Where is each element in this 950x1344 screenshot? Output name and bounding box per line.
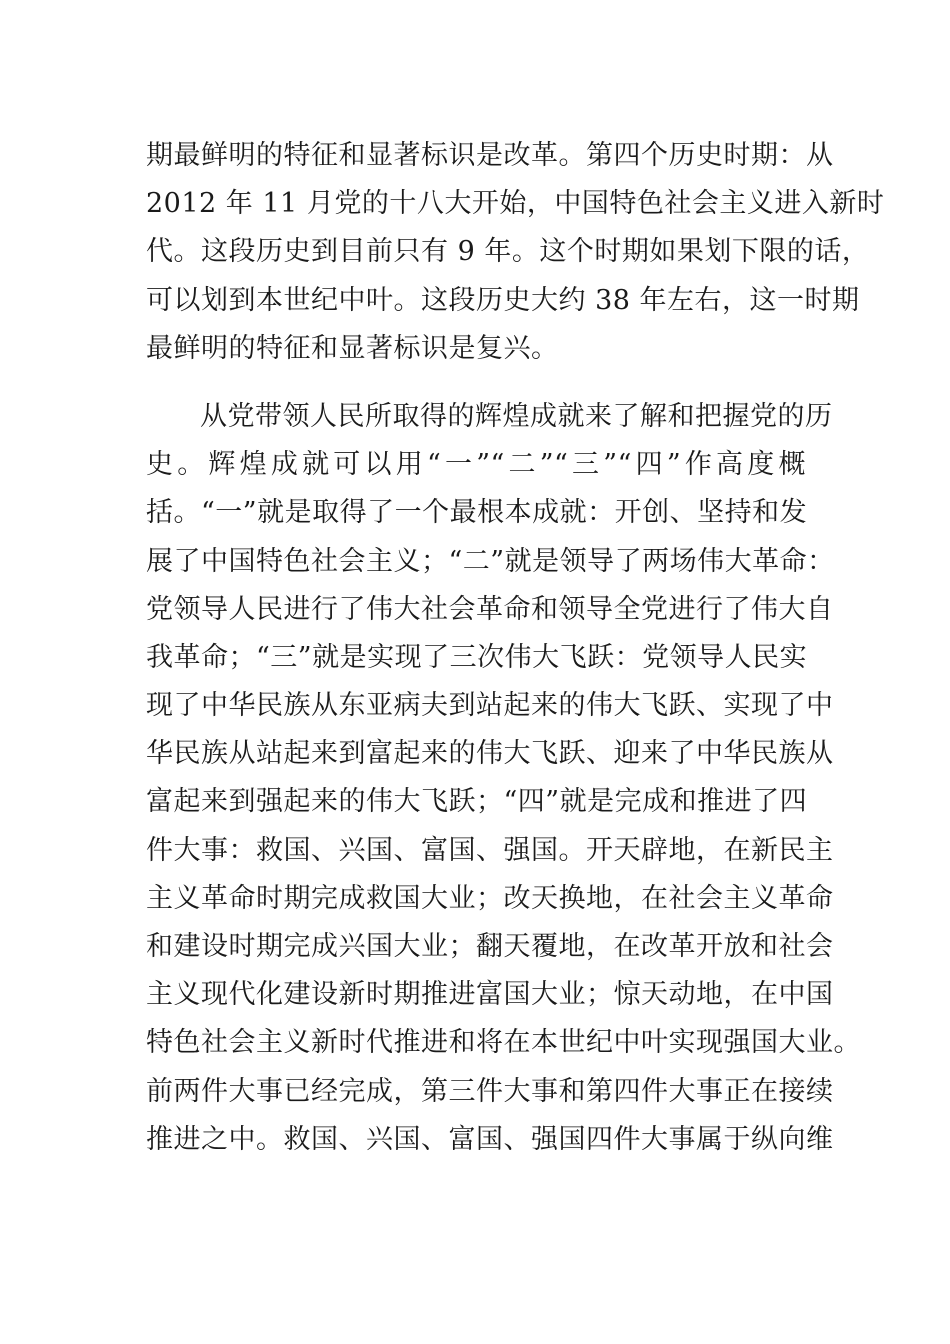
body-text	[146, 132, 885, 1164]
text-line: 主义现代化建设新时期推进富国大业；惊天动地，在中国	[146, 979, 834, 1011]
text-line: 推进之中。救国、兴国、富国、强国四件大事属于纵向维	[146, 1123, 834, 1155]
text-line: 华民族从站起来到富起来的伟大飞跃、迎来了中华民族从	[146, 738, 834, 770]
paragraph-1	[146, 132, 885, 373]
text-line: 富起来到强起来的伟大飞跃；“四”就是完成和推进了四	[146, 786, 808, 818]
text-line: 代。这段历史到目前只有 9 年。这个时期如果划下限的话，	[146, 236, 870, 268]
text-line: 从党带领人民所取得的辉煌成就来了解和把握党的历	[200, 400, 833, 432]
text-line: 括。“一”就是取得了一个最根本成就：开创、坚持和发	[146, 497, 808, 529]
text-line: 展了中国特色社会主义；“二”就是领导了两场伟大革命：	[146, 545, 835, 577]
text-line: 2012 年 11 月党的十八大开始，中国特色社会主义进入新时	[146, 188, 885, 220]
text-line: 主义革命时期完成救国大业；改天换地，在社会主义革命	[146, 882, 834, 914]
paragraph-gap	[146, 373, 806, 393]
text-line: 可以划到本世纪中叶。这段历史大约 38 年左右，这一时期	[146, 284, 860, 316]
text-line: 特色社会主义新时代推进和将在本世纪中叶实现强国大业。	[146, 1027, 861, 1059]
paragraph-2	[146, 393, 861, 1164]
text-line: 党领导人民进行了伟大社会革命和领导全党进行了伟大自	[146, 593, 834, 625]
text-line: 最鲜明的特征和显著标识是复兴。	[146, 332, 559, 364]
text-line: 前两件大事已经完成，第三件大事和第四件大事正在接续	[146, 1075, 834, 1107]
text-line: 期最鲜明的特征和显著标识是改革。第四个历史时期：从	[146, 140, 834, 171]
text-line: 我革命；“三”就是实现了三次伟大飞跃：党领导人民实	[146, 641, 808, 673]
text-line: 和建设时期完成兴国大业；翻天覆地，在改革开放和社会	[146, 931, 834, 962]
text-line: 现了中华民族从东亚病夫到站起来的伟大飞跃、实现了中	[146, 690, 834, 722]
text-line: 件大事：救国、兴国、富国、强国。开天辟地，在新民主	[146, 834, 834, 866]
text-line: 史。辉煌成就可以用“一”“二”“三”“四”作高度概	[146, 449, 806, 481]
